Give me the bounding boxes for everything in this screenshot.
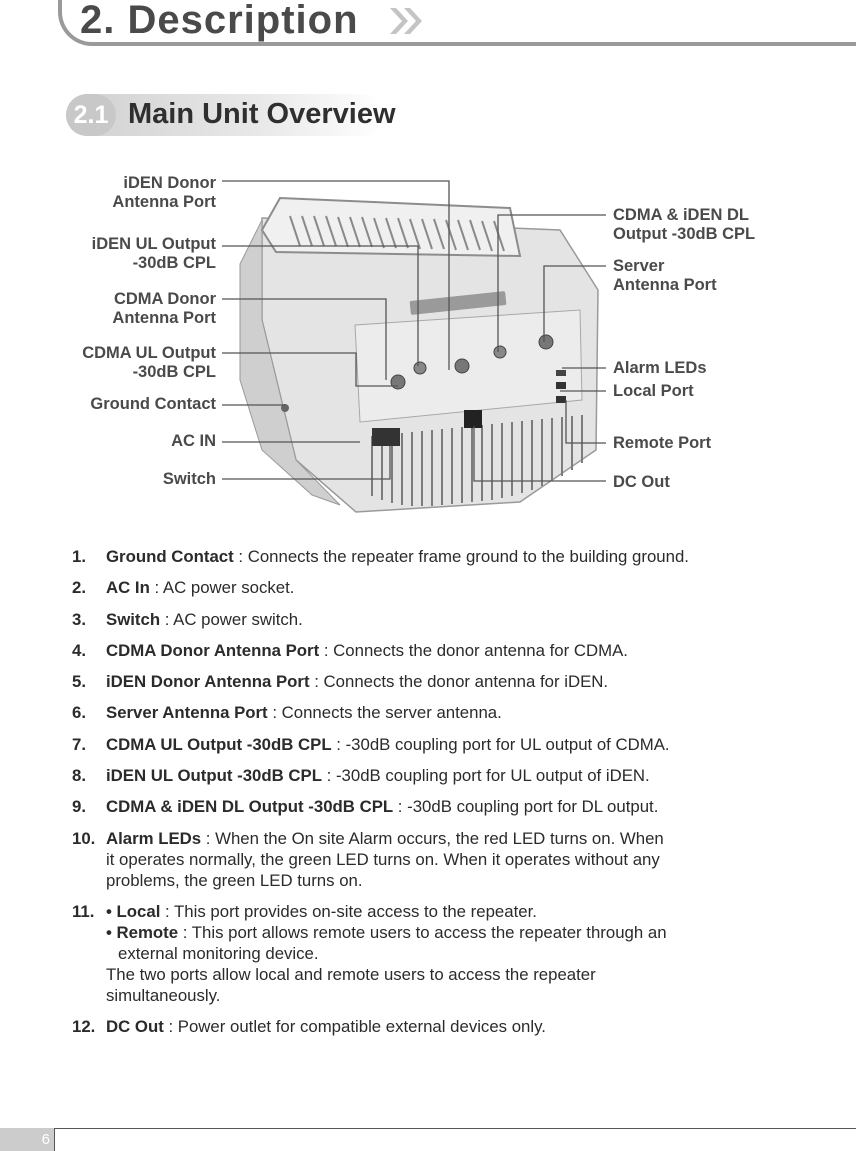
callout-ground-contact: Ground Contact [90, 395, 216, 413]
chapter-title: 2. Description [80, 0, 359, 42]
callout-local-port: Local Port [613, 382, 694, 400]
callout-server-antenna-port: Server Antenna Port [613, 257, 717, 294]
section-number: 2.1 [73, 100, 109, 129]
section-title: Main Unit Overview [128, 98, 396, 130]
callout-cdma-iden-dl-output: CDMA & iDEN DL Output -30dB CPL [613, 206, 756, 243]
callout-dc-out: DC Out [613, 473, 670, 491]
callout-cdma-donor-antenna-port: CDMA Donor Antenna Port [112, 290, 216, 327]
main-unit-figure [0, 160, 856, 530]
list-item: 5. iDEN Donor Antenna Port : Connects the donor antenna for iDEN. [72, 672, 609, 692]
list-item: 3. Switch : AC power switch. [72, 609, 303, 629]
callout-remote-port: Remote Port [613, 434, 712, 452]
list-item: 4. CDMA Donor Antenna Port : Connects the donor antenna for CDMA. [72, 640, 628, 660]
list-item: 11. • Local : This port provides on-site access to the repeater. • Remote : This port allows remote users to access the repeater through an external monitoring device. The two ports allow local and remote users to access the repeater simultaneously. [72, 901, 667, 1005]
callout-switch: Switch [162, 470, 216, 488]
list-item: 10. Alarm LEDs : When the On site Alarm occurs, the red LED turns on. When it operates normally, the green LED turns on. When it operates without any problems, the green LED turns on. [72, 828, 664, 890]
list-item: 1. Ground Contact : Connects the repeater frame ground to the building ground. [72, 547, 689, 566]
callout-iden-ul-output: iDEN UL Output -30dB CPL [91, 235, 216, 272]
section-number-badge [66, 94, 116, 136]
list-item: 8. iDEN UL Output -30dB CPL : -30dB coupling port for UL output of iDEN. [72, 766, 650, 786]
callout-alarm-leds: Alarm LEDs [613, 359, 707, 377]
footer-divider [54, 1128, 55, 1151]
double-chevron-right-icon [388, 4, 428, 38]
list-item: 6. Server Antenna Port : Connects the server antenna. [72, 703, 502, 723]
callout-ac-in: AC IN [171, 432, 216, 450]
description-list [72, 546, 792, 1048]
footer-rule [54, 1128, 856, 1129]
page-number: 6 [41, 1131, 50, 1148]
list-item: 12. DC Out : Power outlet for compatible external devices only. [72, 1017, 546, 1037]
callout-cdma-ul-output: CDMA UL Output -30dB CPL [82, 344, 216, 381]
list-item: 2. AC In : AC power socket. [72, 578, 295, 598]
callout-iden-donor-antenna-port: iDEN Donor Antenna Port [112, 174, 216, 211]
list-item: 7. CDMA UL Output -30dB CPL : -30dB coupling port for UL output of CDMA. [72, 734, 670, 754]
list-item: 9. CDMA & iDEN DL Output -30dB CPL : -30dB coupling port for DL output. [72, 797, 659, 817]
